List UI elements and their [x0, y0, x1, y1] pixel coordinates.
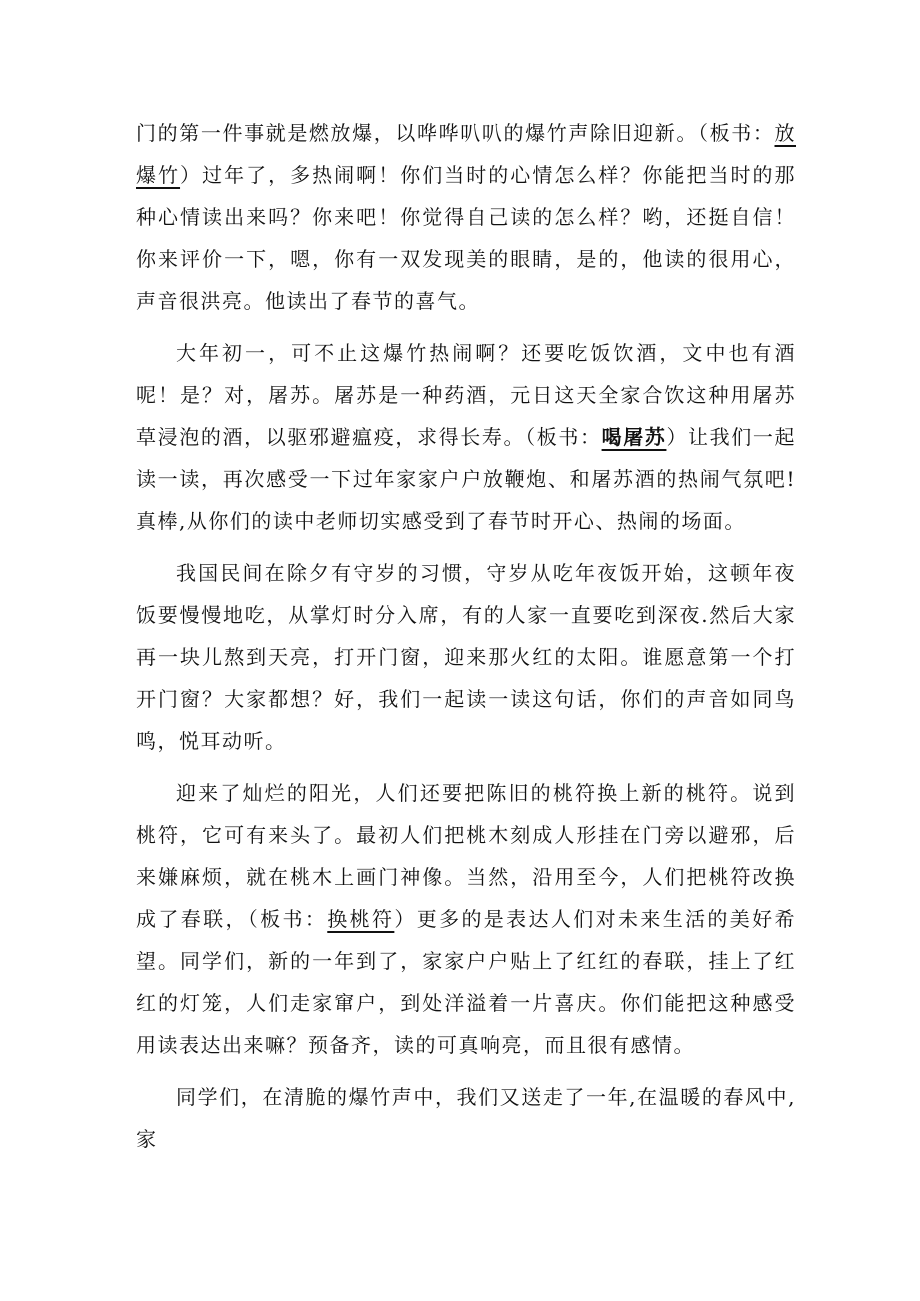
paragraph-text: ）过年了，多热闹啊！你们当时的心情怎么样？你能把当时的那种心情读出来吗？你来吧！你觉得自己读的怎么样？哟，还挺自信！你来评价一下，嗯，你有一双发现美的眼睛，是的，他读的很用心，声音很洪亮。他读出了春节的喜气。	[136, 163, 797, 313]
paragraph-taofu	[136, 772, 796, 1066]
paragraph-tusu-wine	[136, 332, 796, 542]
paragraph-text: ）更多的是表达人们对未来生活的美好希望。同学们，新的一年到了，家家户户贴上了红红的春联，挂上了红红的灯笼，人们走家窜户，到处洋溢着一片喜庆。你们能把这种感受用读表达出来嘛？预备齐，读的可真响亮，而且很有感情。	[136, 907, 797, 1057]
paragraph-text: 迎来了灿烂的阳光，人们还要把陈旧的桃符换上新的桃符。说到桃符，它可有来头了。最初人们把桃木刻成人形挂在门旁以避邪，后来嫌麻烦，就在桃木上画门神像。当然，沿用至今，人们把桃符改换成了春联，（板书：	[136, 781, 796, 931]
paragraph-text: 门的第一件事就是燃放爆，以哗哗叭叭的爆竹声除旧迎新。（板书：	[136, 121, 775, 145]
paragraph-text: 我国民间在除夕有守岁的习惯，守岁从吃年夜饭开始，这顿年夜饭要慢慢地吃，从掌灯时分入席，有的人家一直要吃到深夜.然后大家再一块儿熬到天亮，打开门窗，迎来那火红的太阳。谁愿意第一个打开门窗？大家都想？好，我们一起读一读这句话，你们的声音如同鸟鸣，悦耳动听。	[136, 561, 796, 753]
paragraph-new-years-eve	[136, 552, 796, 762]
document-body	[136, 112, 796, 1170]
blackboard-note-he-tusu: 喝屠苏	[601, 425, 667, 449]
blackboard-note-fang-baozhu: 放爆竹	[136, 121, 796, 187]
paragraph-text: 同学们，在清脆的爆竹声中，我们又送走了一年,在温暖的春风中,家	[136, 1085, 796, 1151]
blackboard-note-huan-taofu: 换桃符	[327, 907, 395, 931]
paragraph-text: ）让我们一起读一读，再次感受一下过年家家户户放鞭炮、和屠苏酒的热闹气氛吧!真棒,从你们的读中老师切实感受到了春节时开心、热闹的场面。	[136, 425, 797, 533]
paragraph-conclusion	[136, 1076, 796, 1160]
paragraph-firecrackers	[136, 112, 796, 322]
paragraph-text: 大年初一，可不止这爆竹热闹啊？还要吃饭饮酒，文中也有酒呢！是？对，屠苏。屠苏是一种药酒，元日这天全家合饮这种用屠苏草浸泡的酒，以驱邪避瘟疫，求得长寿。（板书：	[136, 341, 796, 449]
